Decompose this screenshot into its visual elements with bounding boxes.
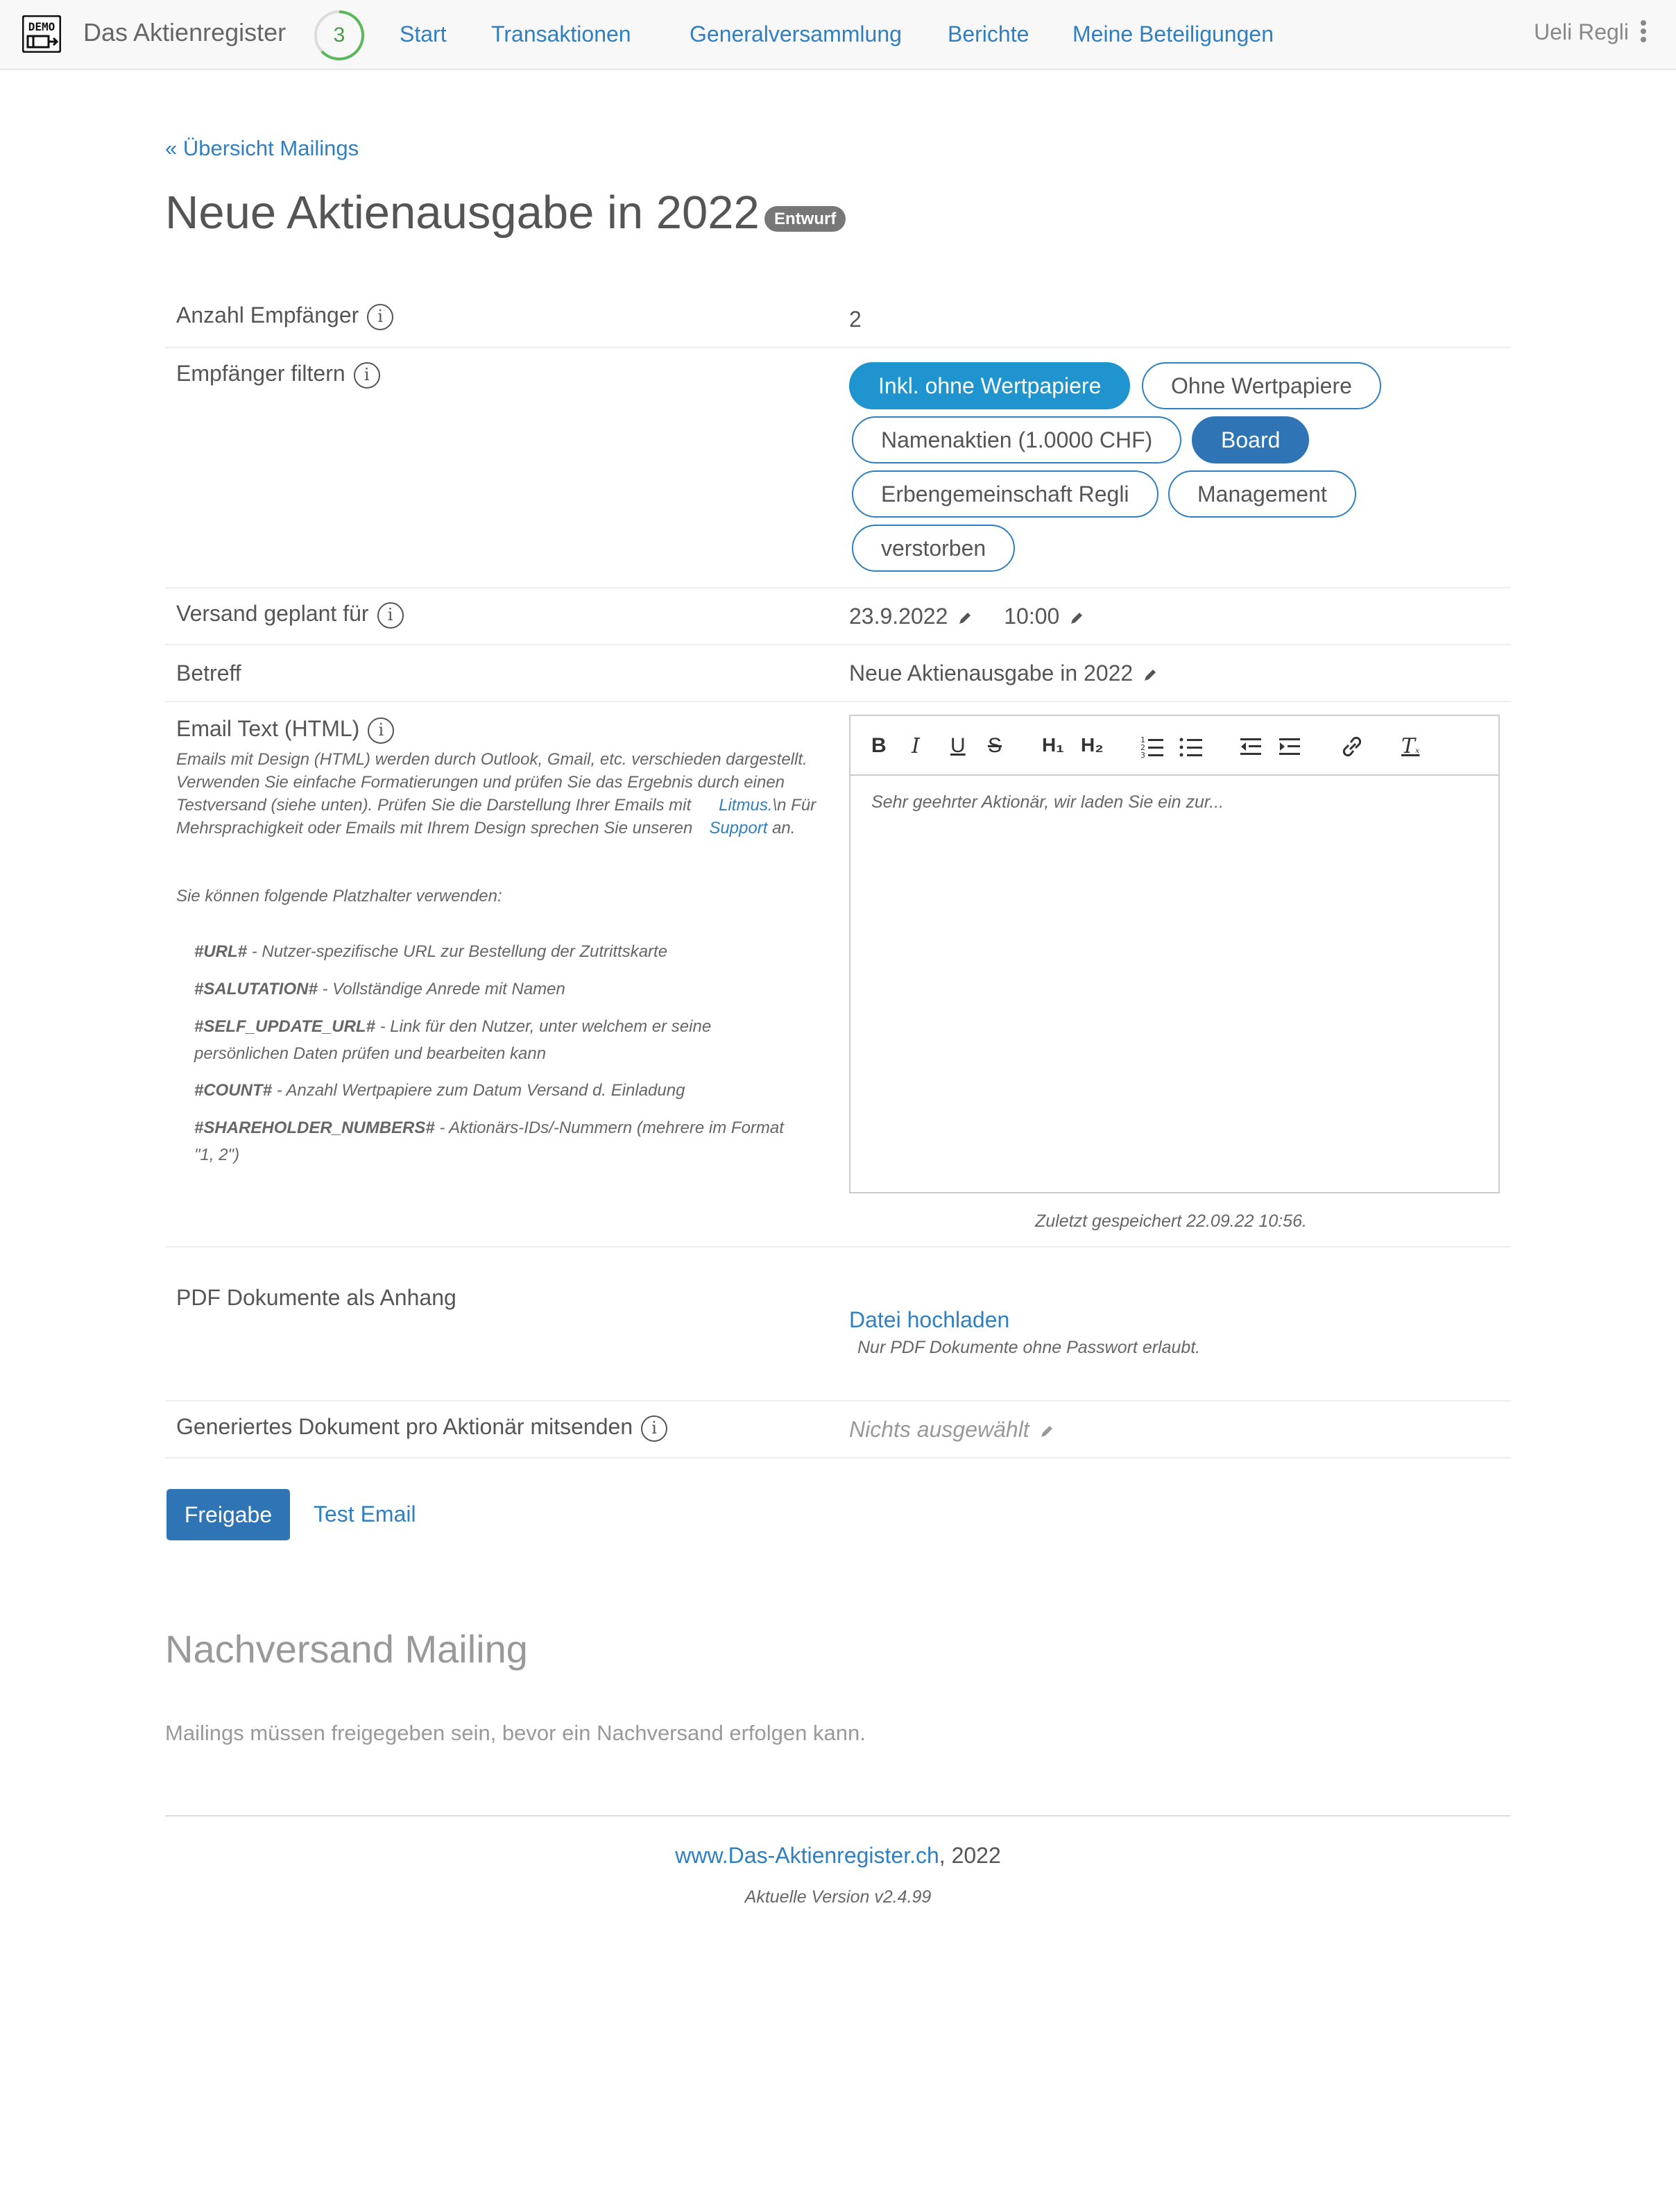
recipient-filter-label: Empfänger filtern: [176, 361, 345, 386]
recipient-filter-row: [176, 361, 380, 389]
nav-berichte[interactable]: Berichte: [948, 22, 1029, 46]
svg-text:DEMO: DEMO: [28, 20, 55, 33]
help-text-part: Emails mit Design (HTML) werden durch Outlook, Gmail, etc. verschieden dargestellt. Verwenden Sie einfache Formatierungen und prüfen Sie das Ergebnis durch einen Testversand (siehe unten). Prüfen Sie die Darstellung Ihrer Emails mit: [176, 750, 807, 815]
info-icon[interactable]: i: [641, 1415, 667, 1442]
schedule-date[interactable]: 23.9.2022: [849, 604, 948, 629]
info-icon[interactable]: i: [367, 304, 393, 330]
placeholder-key: #SHAREHOLDER_NUMBERS#: [194, 1118, 435, 1137]
placeholder-item: [194, 938, 791, 965]
row-divider: [165, 1246, 1511, 1248]
pencil-icon[interactable]: [1039, 1424, 1054, 1439]
subject-value-row: [849, 661, 1158, 686]
litmus-link[interactable]: Litmus.: [719, 796, 773, 815]
email-text-row: [176, 716, 394, 744]
placeholder-desc: - Aktionärs-IDs/-Nummern (mehrere im Format "1, 2"): [194, 1118, 784, 1164]
placeholder-item: [194, 976, 791, 1003]
website-link[interactable]: www.Das-Aktienregister.ch: [675, 1843, 939, 1868]
placeholder-key: #COUNT#: [194, 1081, 273, 1100]
progress-count: 3: [333, 24, 345, 46]
clear-format-button[interactable]: [1401, 734, 1419, 759]
back-to-mailings-link[interactable]: « Übersicht Mailings: [165, 136, 359, 160]
rich-text-editor[interactable]: [849, 715, 1500, 1193]
email-text-label: Email Text (HTML): [176, 716, 360, 741]
placeholder-key: #SALUTATION#: [194, 980, 318, 998]
pencil-icon[interactable]: [1143, 667, 1158, 683]
upload-hint: Nur PDF Dokumente ohne Passwort erlaubt.: [857, 1338, 1201, 1357]
upload-file-link[interactable]: Datei hochladen: [849, 1307, 1010, 1332]
filter-chip-management[interactable]: Management: [1168, 470, 1356, 518]
filter-chip-erbengemeinschaft-regli[interactable]: Erbengemeinschaft Regli: [852, 470, 1158, 518]
help-text-part: \n Für Mehrsprachigkeit oder Emails mit Ihrem Design sprechen Sie unseren: [176, 796, 816, 837]
placeholders-intro: Sie können folgende Platzhalter verwenden:: [176, 887, 502, 905]
filter-chip-board[interactable]: Board: [1192, 416, 1309, 463]
status-badge: Entwurf: [764, 206, 846, 232]
info-icon[interactable]: i: [354, 362, 380, 389]
generated-doc-row: [176, 1414, 667, 1442]
email-help-text: [176, 748, 821, 840]
strikethrough-button[interactable]: S: [988, 734, 1002, 757]
app-version: Aktuelle Version v2.4.99: [744, 1887, 932, 1907]
demo-logo-icon[interactable]: [22, 15, 61, 53]
nav-transaktionen[interactable]: Transaktionen: [491, 22, 631, 46]
placeholder-desc: - Vollständige Anrede mit Namen: [317, 980, 565, 998]
placeholder-desc: - Anzahl Wertpapiere zum Datum Versand d. Einladung: [272, 1081, 685, 1100]
outdent-icon[interactable]: [1239, 734, 1263, 759]
svg-text:3: 3: [1140, 751, 1145, 759]
recipients-count-row: [176, 303, 393, 330]
row-divider: [165, 1457, 1511, 1458]
placeholder-key: #URL#: [194, 942, 248, 961]
editor-content[interactable]: Sehr geehrter Aktionär, wir laden Sie ein zur...: [871, 792, 1224, 812]
top-navbar: [0, 0, 1676, 70]
schedule-label: Versand geplant für: [176, 601, 369, 626]
footer-divider: [165, 1815, 1511, 1817]
user-name[interactable]: Ueli Regli: [1534, 19, 1629, 44]
info-icon[interactable]: i: [368, 717, 394, 744]
pencil-icon[interactable]: [957, 611, 973, 626]
subject-label: Betreff: [176, 661, 241, 686]
info-icon[interactable]: i: [377, 602, 404, 629]
progress-indicator[interactable]: [314, 10, 365, 61]
attachments-label: PDF Dokumente als Anhang: [176, 1285, 456, 1310]
schedule-time[interactable]: 10:00: [1004, 604, 1060, 629]
generated-doc-label: Generiertes Dokument pro Aktionär mitsenden: [176, 1414, 633, 1439]
heading-1-button[interactable]: H₁: [1042, 734, 1064, 756]
italic-button[interactable]: I: [912, 734, 920, 758]
footer-year: , 2022: [939, 1843, 1001, 1868]
row-divider: [165, 587, 1511, 588]
support-link[interactable]: Support: [709, 819, 768, 837]
filter-chip-namenaktien[interactable]: Namenaktien (1.0000 CHF): [852, 416, 1181, 463]
editor-toolbar: [850, 716, 1498, 776]
ordered-list-icon[interactable]: [1140, 734, 1164, 759]
pencil-icon[interactable]: [1069, 611, 1084, 626]
kebab-menu-icon[interactable]: [1639, 18, 1648, 46]
clear-format-x: ₓ: [1415, 742, 1420, 756]
nav-generalversammlung[interactable]: Generalversammlung: [690, 22, 902, 46]
placeholder-key: #SELF_UPDATE_URL#: [194, 1017, 375, 1036]
clear-format-glyph: T: [1401, 734, 1416, 758]
generated-doc-value-row: [849, 1417, 1054, 1443]
placeholder-desc: - Nutzer-spezifische URL zur Bestellung der Zutrittskarte: [247, 942, 668, 961]
help-text-part: an.: [772, 819, 796, 837]
follow-up-note: Mailings müssen freigegeben sein, bevor ein Nachversand erfolgen kann.: [165, 1721, 866, 1745]
generated-doc-value[interactable]: Nichts ausgewählt: [849, 1417, 1029, 1442]
indent-icon[interactable]: [1278, 734, 1301, 759]
nav-meine-beteiligungen[interactable]: Meine Beteiligungen: [1072, 22, 1274, 46]
subject-value[interactable]: Neue Aktienausgabe in 2022: [849, 661, 1134, 686]
underline-button[interactable]: U: [950, 734, 966, 757]
filter-chip-ohne-wertpapiere[interactable]: Ohne Wertpapiere: [1142, 362, 1381, 409]
placeholder-desc: - Link für den Nutzer, unter welchem er seine persönlichen Daten prüfen und bearbeiten kann: [194, 1017, 712, 1063]
last-saved-text: Zuletzt gespeichert 22.09.22 10:56.: [1035, 1211, 1307, 1231]
link-icon[interactable]: [1340, 734, 1364, 759]
placeholder-item: [194, 1114, 791, 1168]
recipients-count-label: Anzahl Empfänger: [176, 303, 359, 327]
nav-start[interactable]: Start: [400, 22, 447, 46]
filter-chip-verstorben[interactable]: verstorben: [852, 525, 1015, 572]
test-email-button[interactable]: Test Email: [314, 1501, 416, 1526]
recipients-count-value: 2: [849, 307, 862, 332]
heading-2-button[interactable]: H₂: [1081, 734, 1104, 756]
filter-chip-inkl-ohne-wertpapiere[interactable]: Inkl. ohne Wertpapiere: [849, 362, 1130, 409]
bold-button[interactable]: B: [871, 734, 887, 757]
row-divider: [165, 1400, 1511, 1402]
schedule-row: [176, 601, 404, 629]
placeholder-item: [194, 1077, 791, 1104]
placeholder-item: [194, 1013, 791, 1067]
page-title: Neue Aktienausgabe in 2022: [165, 187, 760, 239]
schedule-values: [849, 604, 1084, 629]
svg-text:2: 2: [1140, 743, 1145, 752]
row-divider: [165, 644, 1511, 645]
row-divider: [165, 701, 1511, 702]
release-button[interactable]: Freigabe: [166, 1489, 290, 1540]
row-divider: [165, 347, 1511, 348]
footer: [0, 1843, 1676, 1869]
brand-name[interactable]: Das Aktienregister: [83, 18, 287, 46]
follow-up-title: Nachversand Mailing: [165, 1627, 528, 1671]
svg-text:1: 1: [1140, 735, 1145, 745]
bullet-list-icon[interactable]: [1179, 734, 1203, 759]
